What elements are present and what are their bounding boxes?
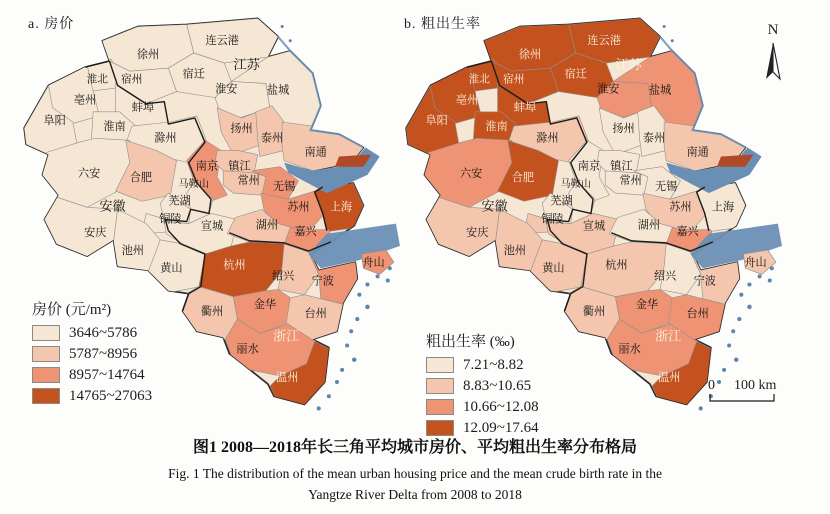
label-zhoushan: 舟山 (744, 257, 767, 270)
label-jiaxing: 嘉兴 (294, 225, 317, 238)
label-province-zhejiang: 浙江 (273, 328, 300, 344)
label-shaoxing: 绍兴 (653, 270, 677, 283)
label-bengbu: 蚌埠 (131, 101, 155, 114)
label-huangshan: 黄山 (160, 262, 183, 275)
label-province-anhui: 安徽 (99, 198, 126, 214)
island-dot (663, 25, 666, 28)
label-huainan: 淮南 (485, 121, 508, 134)
island-dot (739, 293, 743, 297)
legend-item-3 (32, 367, 152, 383)
label-hefei: 合肥 (129, 171, 153, 184)
label-changzhou: 常州 (237, 174, 260, 187)
label-huaibei: 淮北 (468, 74, 490, 86)
label-nantong: 南通 (304, 146, 327, 159)
label-wenzhou: 温州 (658, 372, 681, 385)
legend-swatch (32, 346, 60, 362)
island-dot (747, 305, 751, 309)
north-label: N (767, 22, 779, 38)
legend-b-title: 粗出生率 (‰) (426, 334, 515, 350)
label-hangzhou: 杭州 (605, 259, 628, 272)
label-suzhou: 苏州 (287, 201, 310, 214)
label-huaibei: 淮北 (86, 74, 108, 86)
label-luan: 六安 (77, 167, 101, 180)
legend-swatch (426, 378, 454, 394)
island-dot (352, 357, 356, 361)
label-province-jiangsu: 江苏 (233, 57, 260, 73)
label-yangzhou: 扬州 (230, 123, 253, 136)
label-zhenjiang: 镇江 (610, 160, 633, 173)
island-dot (386, 278, 390, 282)
label-lianyungang: 连云港 (205, 34, 239, 47)
legend-birth-rate (426, 330, 539, 441)
legend-item-2 (426, 378, 539, 394)
label-nanjing: 南京 (195, 160, 219, 173)
label-shanghai: 上海 (711, 201, 735, 214)
legend-class-label: 8.83~10.65 (463, 377, 532, 394)
label-yancheng: 盐城 (266, 84, 290, 97)
legend-class-label: 7.21~8.82 (463, 356, 524, 373)
island-dot (345, 343, 349, 347)
label-lianyungang: 连云港 (587, 34, 621, 47)
label-huaian: 淮安 (215, 83, 238, 96)
island-dot (731, 329, 735, 333)
label-bengbu: 蚌埠 (513, 101, 537, 114)
label-suzhou: 苏州 (669, 201, 692, 214)
label-quzhou: 衢州 (200, 306, 224, 319)
label-bozhou: 亳州 (73, 94, 97, 107)
label-chuzhou: 滁州 (154, 132, 177, 145)
label-taizhou_js: 泰州 (260, 132, 284, 145)
label-jinhua: 金华 (635, 298, 659, 311)
island-dot (289, 39, 292, 42)
legend-a-title: 房价 (元/m²) (32, 302, 112, 318)
label-xuancheng: 宣城 (582, 220, 606, 233)
scale-bar (700, 376, 820, 408)
label-shaoxing: 绍兴 (271, 270, 295, 283)
label-anqing: 安庆 (84, 226, 107, 239)
label-anqing: 安庆 (466, 226, 489, 239)
island-dot (349, 329, 353, 333)
label-taizhou_zj: 台州 (686, 308, 709, 321)
legend-housing-price (32, 298, 152, 409)
legend-swatch (32, 367, 60, 383)
label-lishui: 丽水 (236, 343, 259, 356)
north-arrow-icon (757, 39, 789, 83)
legend-item-1 (32, 325, 152, 341)
label-ningbo: 宁波 (693, 275, 716, 288)
label-luan: 六安 (459, 167, 483, 180)
label-jinhua: 金华 (253, 298, 277, 311)
label-xuancheng: 宣城 (200, 220, 224, 233)
island-dot (734, 357, 738, 361)
island-dot (335, 380, 339, 384)
label-zhoushan: 舟山 (362, 257, 385, 270)
island-dot (365, 305, 369, 309)
panel-a-title: a. 房价 (28, 17, 75, 32)
island-dot (340, 368, 344, 372)
island-dot (365, 283, 369, 287)
label-xuzhou: 徐州 (518, 49, 542, 62)
label-yancheng: 盐城 (648, 84, 672, 97)
legend-a-items (32, 325, 152, 404)
label-hefei: 合肥 (511, 171, 535, 184)
label-taizhou_js: 泰州 (642, 132, 666, 145)
legend-swatch (426, 399, 454, 415)
caption-english-line2: Yangtze River Delta from 2008 to 2018 (308, 487, 522, 502)
label-wenzhou: 温州 (276, 372, 299, 385)
island-dot (281, 25, 284, 28)
label-tongling: 铜陵 (541, 213, 564, 226)
label-huangshan: 黄山 (542, 262, 565, 275)
island-dot (355, 317, 359, 321)
label-ningbo: 宁波 (311, 275, 334, 288)
legend-item-3 (426, 399, 539, 415)
label-taizhou_zj: 台州 (304, 308, 327, 321)
label-xuzhou: 徐州 (136, 49, 160, 62)
legend-item-4 (32, 388, 152, 404)
label-quzhou: 衢州 (582, 306, 606, 319)
legend-b-items (426, 357, 539, 436)
legend-class-label: 3646~5786 (69, 324, 138, 341)
legend-class-label: 10.66~12.08 (463, 398, 539, 415)
island-dot (747, 283, 751, 287)
label-fuyang: 阜阳 (425, 115, 448, 128)
legend-class-label: 5787~8956 (69, 345, 138, 362)
label-bozhou: 亳州 (455, 94, 479, 107)
label-yangzhou: 扬州 (612, 123, 635, 136)
label-suqian: 宿迁 (564, 68, 587, 81)
scale-distance-label: 100 km (734, 378, 777, 393)
caption-chinese: 图1 2008—2018年长三角平均城市房价、平均粗出生率分布格局 (192, 439, 637, 456)
label-suqian: 宿迁 (182, 68, 205, 81)
island-dot (376, 274, 380, 278)
figure-caption (0, 434, 830, 505)
legend-class-label: 8957~14764 (69, 366, 145, 383)
label-huzhou: 湖州 (637, 219, 661, 232)
label-shanghai: 上海 (329, 201, 353, 214)
label-fuyang: 阜阳 (43, 115, 66, 128)
scale-zero-label: 0 (708, 378, 715, 393)
label-wuhu: 芜湖 (550, 195, 573, 208)
label-province-anhui: 安徽 (481, 198, 508, 214)
legend-class-label: 14765~27063 (69, 387, 153, 404)
island-dot (722, 368, 726, 372)
label-wuhu: 芜湖 (168, 195, 191, 208)
label-nanjing: 南京 (577, 160, 601, 173)
island-dot (737, 317, 741, 321)
island-dot (327, 394, 331, 398)
island-dot (357, 293, 361, 297)
panel-b-title: b. 粗出生率 (404, 17, 481, 32)
legend-item-1 (426, 357, 539, 373)
legend-item-2 (32, 346, 152, 362)
island-dot (758, 274, 762, 278)
island-dot (727, 343, 731, 347)
label-hangzhou: 杭州 (223, 259, 246, 272)
legend-class-label: 12.09~17.64 (463, 419, 539, 436)
label-nantong: 南通 (686, 146, 709, 159)
label-province-jiangsu: 江苏 (615, 57, 642, 73)
scale-bar-bracket (710, 394, 774, 401)
label-huaian: 淮安 (597, 83, 620, 96)
label-maanshan: 马鞍山 (178, 179, 209, 191)
label-jiaxing: 嘉兴 (676, 225, 699, 238)
label-zhenjiang: 镇江 (228, 160, 251, 173)
label-huzhou: 湖州 (255, 219, 279, 232)
label-maanshan: 马鞍山 (560, 179, 591, 191)
label-changzhou: 常州 (619, 174, 642, 187)
legend-swatch (32, 388, 60, 404)
label-wuxi: 无锡 (273, 181, 296, 194)
label-suzhou_ah: 宿州 (503, 74, 525, 86)
label-chizhou: 池州 (503, 245, 526, 258)
island-dot (317, 406, 321, 410)
label-tongling: 铜陵 (159, 213, 182, 226)
label-suzhou_ah: 宿州 (121, 74, 143, 86)
label-wuxi: 无锡 (655, 181, 678, 194)
label-chuzhou: 滁州 (536, 132, 559, 145)
legend-swatch (426, 357, 454, 373)
caption-english-line1: Fig. 1 The distribution of the mean urban housing price and the mean crude birth rate in the (168, 466, 662, 481)
legend-swatch (32, 325, 60, 341)
island-dot (768, 278, 772, 282)
north-arrow (753, 22, 793, 86)
label-province-zhejiang: 浙江 (655, 328, 682, 344)
label-chizhou: 池州 (121, 245, 144, 258)
label-lishui: 丽水 (618, 343, 641, 356)
island-dot (671, 39, 674, 42)
label-huainan: 淮南 (103, 121, 126, 134)
